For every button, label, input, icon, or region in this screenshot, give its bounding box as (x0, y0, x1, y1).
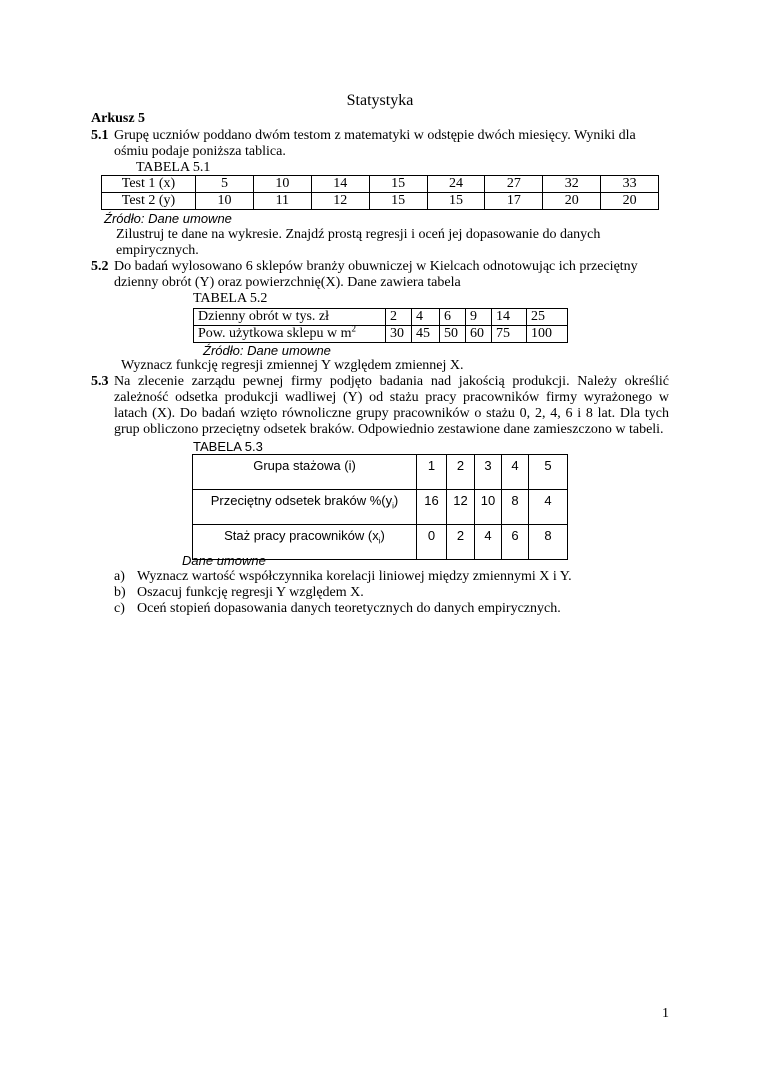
superscript: 2 (351, 323, 356, 334)
closing-paren: ) (380, 528, 385, 543)
sheet-heading: Arkusz 5 (91, 111, 146, 126)
page-title: Statystyka (346, 92, 414, 109)
table-cell-label: Dzienny obrót w tys. zł (194, 309, 386, 326)
table-cell: 32 (543, 176, 601, 193)
table-row (194, 309, 568, 326)
table-cell: 17 (485, 193, 543, 210)
table-cell: 4 (475, 525, 502, 560)
table-cell: 10 (475, 490, 502, 525)
table-cell: 75 (492, 326, 527, 343)
table-cell: 15 (369, 193, 427, 210)
table-cell: 1 (417, 455, 447, 490)
table-cell: 6 (440, 309, 466, 326)
table-cell: 15 (427, 193, 485, 210)
list-item: Oszacuj funkcję regresji Y względem X. (137, 585, 364, 600)
table-cell: 100 (527, 326, 568, 343)
table-cell: 12 (447, 490, 475, 525)
closing-paren: ) (393, 493, 399, 508)
task-5-2-instruction: Wyznacz funkcję regresji zmiennej Y względem zmiennej X. (121, 358, 464, 373)
table-cell: 9 (466, 309, 492, 326)
table-cell: 2 (386, 309, 412, 326)
list-item: Wyznacz wartość współczynnika korelacji liniowej między zmiennymi X i Y. (137, 569, 572, 584)
table-cell: 2 (447, 455, 475, 490)
table-cell: 60 (466, 326, 492, 343)
task-5-2-text-line1: Do badań wylosowano 6 sklepów branży obuwniczej w Kielcach odnotowując ich przeciętny (114, 259, 638, 274)
page-number: 1 (662, 1006, 669, 1021)
task-5-3-text-line1: Na zlecenie zarządu pewnej firmy podjęto badania nad jakością produkcji. Należy określić (114, 374, 669, 389)
table-cell: 5 (196, 176, 254, 193)
table-cell: 4 (502, 455, 529, 490)
task-5-3-text-line2: zależność odsetka produkcji wadliwej (Y) od stażu pracy pracowników firmy wyrażonego w (114, 390, 669, 405)
table-5-2 (193, 308, 568, 343)
table-cell-label-text: Pow. użytkowa sklepu w m (198, 326, 352, 341)
table-cell: 4 (412, 309, 440, 326)
table-cell-label (193, 490, 417, 525)
table-row (194, 326, 568, 343)
subscript: i (392, 501, 394, 511)
table-cell: 24 (427, 176, 485, 193)
table-cell: 11 (253, 193, 311, 210)
table-cell-label: Test 2 (y) (102, 193, 196, 210)
list-item: Oceń stopień dopasowania danych teoretycznych do danych empirycznych. (137, 601, 561, 616)
table-cell: 15 (369, 176, 427, 193)
table-cell-label: Test 1 (x) (102, 176, 196, 193)
table-cell: 45 (412, 326, 440, 343)
list-item-marker: b) (114, 585, 126, 600)
table-row (102, 176, 659, 193)
list-item-marker: a) (114, 569, 125, 584)
table-cell: 20 (601, 193, 659, 210)
table-cell: 14 (311, 176, 369, 193)
task-5-3-number: 5.3 (91, 374, 109, 389)
table-row (193, 455, 568, 490)
table-cell: 5 (529, 455, 568, 490)
table-cell: 27 (485, 176, 543, 193)
table-5-2-label: TABELA 5.2 (193, 291, 268, 306)
table-cell: 6 (502, 525, 529, 560)
table-cell: 10 (253, 176, 311, 193)
task-5-1-text-line2: ośmiu podaje poniższa tablica. (114, 144, 286, 159)
table-cell-label (194, 323, 386, 343)
task-5-1-instruction-line2: empirycznych. (116, 243, 199, 258)
table-cell-label-text: Staż pracy pracowników (x (224, 528, 379, 543)
table-cell: 14 (492, 309, 527, 326)
table-cell-label-text: Przeciętny odsetek braków %(y (210, 493, 393, 508)
list-item-marker: c) (114, 601, 125, 616)
table-5-3 (192, 454, 568, 560)
table-cell: 8 (529, 525, 568, 560)
table-cell: 0 (417, 525, 447, 560)
subscript: i (378, 536, 381, 546)
table-cell: 20 (543, 193, 601, 210)
table-5-3-label: TABELA 5.3 (193, 439, 263, 454)
task-5-3-text-line3: latach (X). Do badań wzięto równoliczne grupy pracowników o stażu 0, 2, 4, 6 i 8 lat. Dla tych (114, 406, 669, 421)
table-cell: 33 (601, 176, 659, 193)
table-5-1 (101, 175, 659, 210)
task-5-1-instruction-line1: Zilustruj te dane na wykresie. Znajdź prostą regresji i oceń jej dopasowanie do danych (116, 227, 601, 242)
task-5-3-text-line4: grup obliczono przeciętny odsetek braków. Odpowiednio zestawione dane zamieszczono w tabeli. (114, 422, 664, 437)
table-5-1-source: Źródło: Dane umowne (104, 211, 232, 226)
task-5-1-text-line1: Grupę uczniów poddano dwóm testom z matematyki w odstępie dwóch miesięcy. Wyniki dla (114, 128, 636, 143)
task-5-2-number: 5.2 (91, 259, 109, 274)
table-5-3-source: Dane umowne (182, 553, 266, 568)
table-cell: 8 (502, 490, 529, 525)
table-cell: 10 (196, 193, 254, 210)
task-5-1-number: 5.1 (91, 128, 109, 143)
table-cell: 30 (386, 326, 412, 343)
table-cell: 2 (447, 525, 475, 560)
table-cell: 12 (311, 193, 369, 210)
table-row (193, 490, 568, 525)
table-cell: 50 (440, 326, 466, 343)
table-5-1-label: TABELA 5.1 (136, 160, 211, 175)
table-row (102, 193, 659, 210)
table-cell: 16 (417, 490, 447, 525)
table-cell: 25 (527, 309, 568, 326)
table-cell: 4 (529, 490, 568, 525)
task-5-2-text-line2: dzienny obrót (Y) oraz powierzchnię(X). Dane zawiera tabela (114, 275, 461, 290)
table-cell-label: Grupa stażowa (i) (193, 455, 417, 490)
table-5-2-source: Źródło: Dane umowne (203, 343, 331, 358)
table-cell: 3 (475, 455, 502, 490)
